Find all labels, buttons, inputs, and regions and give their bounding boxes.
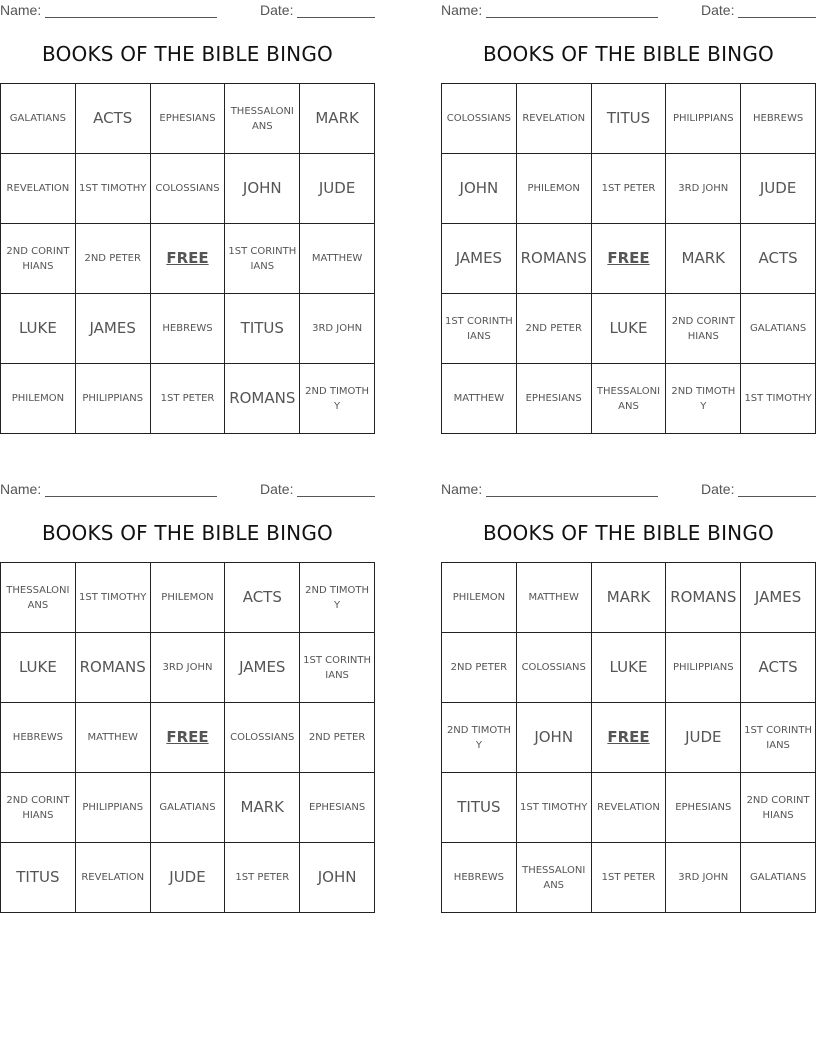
bingo-cell: JAMES (225, 633, 300, 703)
bingo-cell: JUDE (741, 154, 816, 224)
date-field (260, 2, 375, 18)
free-space: FREE (151, 224, 226, 294)
bingo-cell: MATTHEW (300, 224, 375, 294)
bingo-cell: 1ST CORINTHIANS (442, 294, 517, 364)
date-line (738, 482, 816, 497)
bingo-grid (441, 562, 816, 913)
bingo-cell: THESSALONIANS (517, 843, 592, 913)
bingo-cell: 1ST TIMOTHY (76, 154, 151, 224)
bingo-cell: JAMES (741, 563, 816, 633)
bingo-cell: JOHN (225, 154, 300, 224)
bingo-cell: PHILEMON (442, 563, 517, 633)
date-label: Date: (701, 2, 735, 18)
bingo-cell: ACTS (76, 84, 151, 154)
card-header (0, 0, 375, 20)
free-space: FREE (592, 703, 667, 773)
name-line (45, 482, 217, 497)
bingo-cell: HEBREWS (1, 703, 76, 773)
bingo-cell: PHILIPPIANS (76, 364, 151, 434)
date-label: Date: (701, 481, 735, 497)
bingo-cell: 2ND PETER (76, 224, 151, 294)
date-line (738, 3, 816, 18)
bingo-cell: HEBREWS (741, 84, 816, 154)
date-label: Date: (260, 2, 294, 18)
bingo-cell: LUKE (592, 294, 667, 364)
bingo-cell: GALATIANS (741, 294, 816, 364)
bingo-cell: 2ND TIMOTHY (300, 364, 375, 434)
bingo-cell: JUDE (151, 843, 226, 913)
bingo-cell: 2ND TIMOTHY (442, 703, 517, 773)
bingo-cell: ACTS (225, 563, 300, 633)
bingo-cell: TITUS (225, 294, 300, 364)
name-label: Name: (0, 481, 42, 497)
bingo-cell: THESSALONIANS (1, 563, 76, 633)
bingo-cell: 2ND PETER (517, 294, 592, 364)
bingo-cell: MATTHEW (76, 703, 151, 773)
bingo-cell: GALATIANS (151, 773, 226, 843)
name-line (486, 3, 658, 18)
bingo-cell: ROMANS (517, 224, 592, 294)
bingo-cell: COLOSSIANS (517, 633, 592, 703)
card-title: BOOKS OF THE BIBLE BINGO (483, 521, 774, 545)
name-field (441, 481, 658, 497)
bingo-cell: JAMES (76, 294, 151, 364)
bingo-cell: 1ST PETER (225, 843, 300, 913)
bingo-cell: 1ST TIMOTHY (741, 364, 816, 434)
bingo-cell: MATTHEW (442, 364, 517, 434)
bingo-cell: 1ST PETER (151, 364, 226, 434)
bingo-cell: MARK (666, 224, 741, 294)
bingo-cell: LUKE (1, 294, 76, 364)
date-line (297, 3, 375, 18)
bingo-cell: 2ND TIMOTHY (300, 563, 375, 633)
bingo-cell: PHILIPPIANS (666, 633, 741, 703)
bingo-cell: 1ST PETER (592, 154, 667, 224)
bingo-cell: PHILIPPIANS (666, 84, 741, 154)
bingo-cell: 3RD JOHN (666, 154, 741, 224)
bingo-cell: 1ST CORINTHIANS (300, 633, 375, 703)
bingo-cell: COLOSSIANS (225, 703, 300, 773)
bingo-cell: ACTS (741, 633, 816, 703)
name-line (45, 3, 217, 18)
bingo-grid (0, 83, 375, 434)
bingo-cell: 3RD JOHN (151, 633, 226, 703)
bingo-cell: JOHN (300, 843, 375, 913)
bingo-cell: TITUS (442, 773, 517, 843)
bingo-cell: REVELATION (76, 843, 151, 913)
bingo-cell: ROMANS (76, 633, 151, 703)
bingo-cell: ACTS (741, 224, 816, 294)
bingo-cell: 1ST TIMOTHY (76, 563, 151, 633)
bingo-cell: PHILEMON (151, 563, 226, 633)
bingo-cell: THESSALONIANS (225, 84, 300, 154)
name-line (486, 482, 658, 497)
card-title: BOOKS OF THE BIBLE BINGO (42, 42, 333, 66)
bingo-cell: JOHN (517, 703, 592, 773)
bingo-cell: HEBREWS (442, 843, 517, 913)
bingo-cell: 1ST PETER (592, 843, 667, 913)
bingo-cell: REVELATION (592, 773, 667, 843)
bingo-cell: GALATIANS (741, 843, 816, 913)
bingo-cell: MARK (592, 563, 667, 633)
bingo-cell: EPHESIANS (517, 364, 592, 434)
card-header (0, 479, 375, 499)
name-field (0, 2, 217, 18)
bingo-cell: 3RD JOHN (300, 294, 375, 364)
name-label: Name: (441, 481, 483, 497)
bingo-cell: JUDE (666, 703, 741, 773)
bingo-cell: JAMES (442, 224, 517, 294)
bingo-cell: PHILIPPIANS (76, 773, 151, 843)
bingo-cell: JOHN (442, 154, 517, 224)
date-line (297, 482, 375, 497)
bingo-cell: ROMANS (666, 563, 741, 633)
name-field (0, 481, 217, 497)
bingo-cell: ROMANS (225, 364, 300, 434)
card-header (441, 0, 816, 20)
name-label: Name: (441, 2, 483, 18)
card-title: BOOKS OF THE BIBLE BINGO (483, 42, 774, 66)
bingo-cell: COLOSSIANS (151, 154, 226, 224)
bingo-cell: 2ND PETER (442, 633, 517, 703)
bingo-cell: EPHESIANS (666, 773, 741, 843)
bingo-grid (441, 83, 816, 434)
bingo-cell: 2ND CORINTHIANS (741, 773, 816, 843)
bingo-cell: REVELATION (517, 84, 592, 154)
bingo-cell: 3RD JOHN (666, 843, 741, 913)
bingo-cell: 2ND TIMOTHY (666, 364, 741, 434)
bingo-cell: COLOSSIANS (442, 84, 517, 154)
bingo-cell: 1ST CORINTHIANS (225, 224, 300, 294)
bingo-cell: 2ND PETER (300, 703, 375, 773)
bingo-cell: MARK (225, 773, 300, 843)
name-field (441, 2, 658, 18)
bingo-cell: TITUS (1, 843, 76, 913)
date-field (701, 481, 816, 497)
bingo-cell: PHILEMON (517, 154, 592, 224)
bingo-cell: 2ND CORINTHIANS (1, 224, 76, 294)
bingo-cell: HEBREWS (151, 294, 226, 364)
bingo-cell: PHILEMON (1, 364, 76, 434)
free-space: FREE (151, 703, 226, 773)
bingo-cell: 2ND CORINTHIANS (1, 773, 76, 843)
date-field (701, 2, 816, 18)
date-label: Date: (260, 481, 294, 497)
bingo-cell: LUKE (1, 633, 76, 703)
bingo-cell: MATTHEW (517, 563, 592, 633)
card-header (441, 479, 816, 499)
bingo-cell: TITUS (592, 84, 667, 154)
bingo-cell: THESSALONIANS (592, 364, 667, 434)
bingo-cell: 1ST CORINTHIANS (741, 703, 816, 773)
bingo-cell: EPHESIANS (300, 773, 375, 843)
date-field (260, 481, 375, 497)
free-space: FREE (592, 224, 667, 294)
bingo-cell: JUDE (300, 154, 375, 224)
card-title: BOOKS OF THE BIBLE BINGO (42, 521, 333, 545)
bingo-cell: GALATIANS (1, 84, 76, 154)
bingo-grid (0, 562, 375, 913)
bingo-cell: 2ND CORINTHIANS (666, 294, 741, 364)
name-label: Name: (0, 2, 42, 18)
bingo-cell: EPHESIANS (151, 84, 226, 154)
bingo-cell: MARK (300, 84, 375, 154)
bingo-cell: 1ST TIMOTHY (517, 773, 592, 843)
bingo-cell: LUKE (592, 633, 667, 703)
bingo-cell: REVELATION (1, 154, 76, 224)
